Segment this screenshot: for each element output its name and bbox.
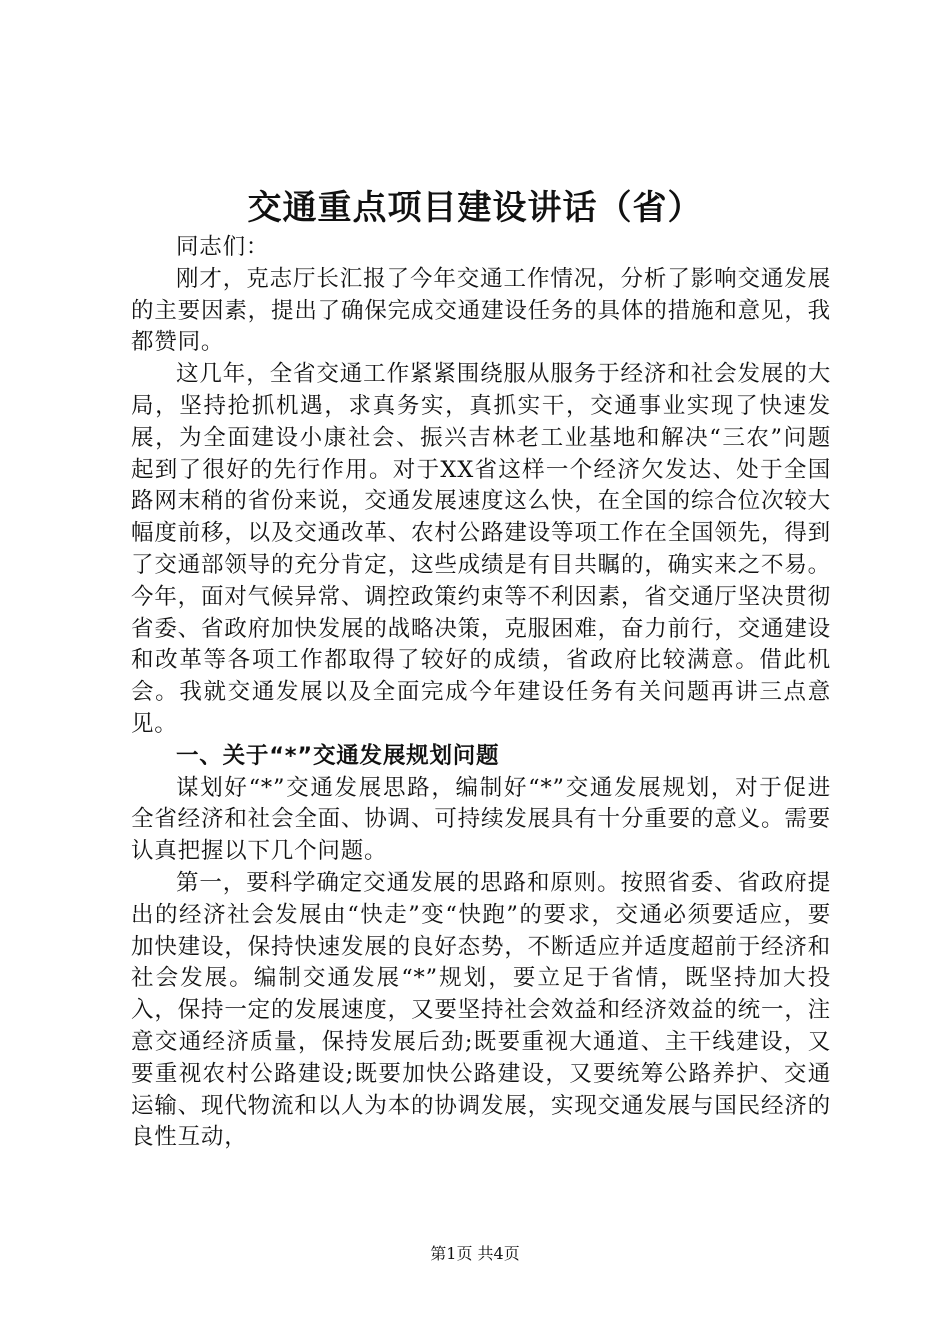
document-title: 交通重点项目建设讲话（省） bbox=[247, 188, 703, 228]
document-body bbox=[131, 232, 831, 1154]
paragraph-2: 这几年，全省交通工作紧紧围绕服从服务于经济和社会发展的大局，坚持抢抓机遇，求真务实，真抓实干，交通事业实现了快速发展，为全面建设小康社会、振兴吉林老工业基地和解决“三农”问题起到了很好的先行作用。对于XX省这样一个经济欠发达、处于全国路网末稍的省份来说，交通发展速度这么快，在全国的综合位次较大幅度前移，以及交通改革、农村公路建设等项工作在全国领先，得到了交通部领导的充分肯定，这些成绩是有目共瞩的，确实来之不易。今年，面对气候异常、调控政策约束等不利因素，省交通厅坚决贯彻省委、省政府加快发展的战略决策，克服困难，奋力前行，交通建设和改革等各项工作都取得了较好的成绩，省政府比较满意。借此机会。我就交通发展以及全面完成今年建设任务有关问题再讲三点意见。 bbox=[131, 361, 831, 737]
section-1-paragraph-2: 第一，要科学确定交通发展的思路和原则。按照省委、省政府提出的经济社会发展由“快走”变“快跑”的要求，交通必须要适应，要加快建设，保持快速发展的良好态势，不断适应并适度超前于经济和社会发展。编制交通发展“*”规划，要立足于省情，既坚持加大投入，保持一定的发展速度，又要坚持社会效益和经济效益的统一，注意交通经济质量，保持发展后劲;既要重视大通道、主干线建设，又要重视农村公路建设;既要加快公路建设，又要统筹公路养护、交通运输、现代物流和以人为本的协调发展，实现交通发展与国民经济的良性互动， bbox=[131, 869, 831, 1151]
greeting: 同志们： bbox=[176, 234, 270, 260]
section-1-paragraph-1: 谋划好“*”交通发展思路，编制好“*”交通发展规划，对于促进全省经济和社会全面、协调、可持续发展具有十分重要的意义。需要认真把握以下几个问题。 bbox=[131, 774, 831, 865]
page-footer: 第1页 共4页 bbox=[430, 1244, 520, 1263]
section-1-heading: 一、关于“*”交通发展规划问题 bbox=[176, 742, 500, 769]
paragraph-1: 刚才，克志厅长汇报了今年交通工作情况，分析了影响交通发展的主要因素，提出了确保完成交通建设任务的具体的措施和意见，我都赞同。 bbox=[131, 265, 831, 356]
